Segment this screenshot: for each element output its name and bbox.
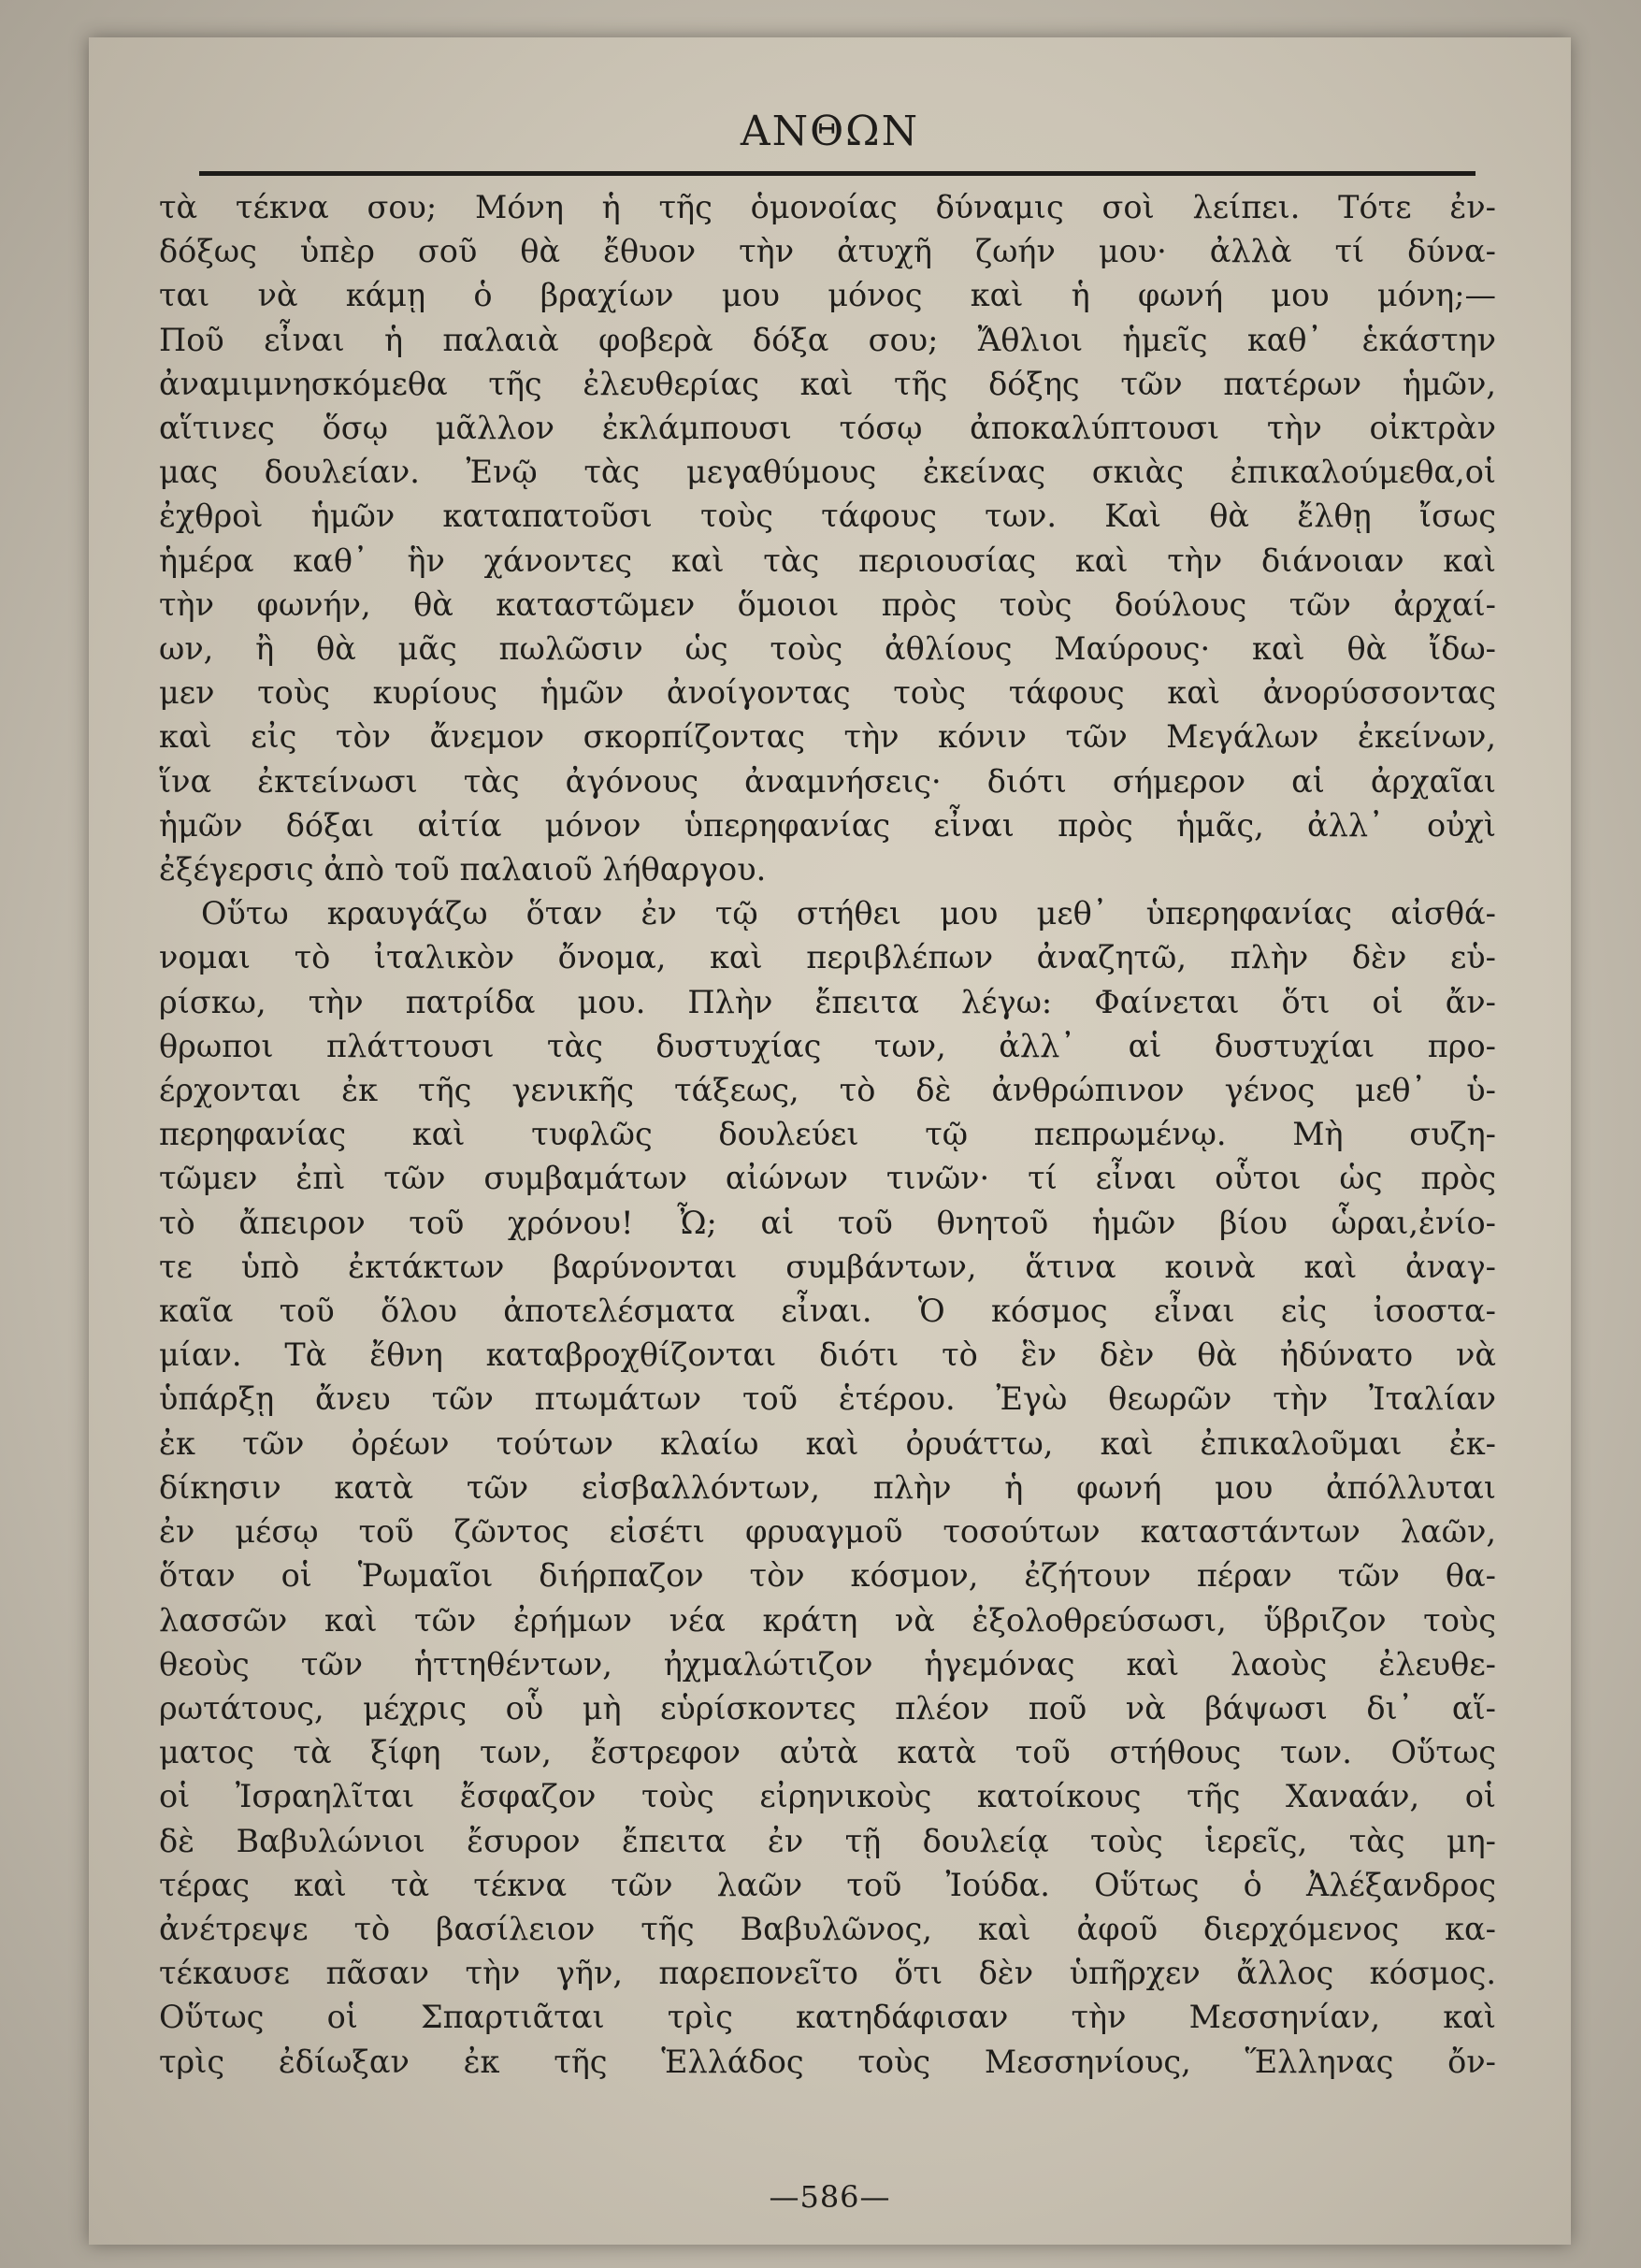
paragraph-2 xyxy=(159,891,1496,2083)
text-line: ἡμέρα καθ᾽ ἣν χάνοντες καὶ τὰς περιουσίας καὶ τὴν διάνοιαν καὶ xyxy=(159,542,1496,579)
text-line: τῶμεν ἐπὶ τῶν συμβαμάτων αἰώνων τινῶν· τί εἶναι οὗτοι ὡς πρὸς xyxy=(159,1160,1496,1197)
text-line: ἡμῶν δόξαι αἰτία μόνον ὑπερηφανίας εἶναι πρὸς ἡμᾶς, ἀλλ᾽ οὐχὶ xyxy=(159,806,1496,844)
text-line: λασσῶν καὶ τῶν ἐρήμων νέα κράτη νὰ ἐξολοθρεύσωσι, ὕβριζον τοὺς xyxy=(159,1601,1496,1639)
text-line: ται νὰ κάμῃ ὁ βραχίων μου μόνος καὶ ἡ φωνή μου μόνη;— xyxy=(159,277,1496,314)
text-line: ἐξέγερσις ἀπὸ τοῦ παλαιοῦ λήθαργου. xyxy=(159,851,767,888)
text-line: ἀνέτρεψε τὸ βασίλειον τῆς Βαβυλῶνος, καὶ ἀφοῦ διερχόμενος κα- xyxy=(159,1910,1496,1947)
text-line: καῖα τοῦ ὅλου ἀποτελέσματα εἶναι. Ὁ κόσμος εἶναι εἰς ἰσοστα- xyxy=(159,1293,1496,1330)
text-line: θεοὺς τῶν ἡττηθέντων, ἠχμαλώτιζον ἡγεμόνας καὶ λαοὺς ἐλευθε- xyxy=(159,1645,1496,1683)
text-line: ὅταν οἱ Ῥωμαῖοι διήρπαζον τὸν κόσμον, ἐζήτουν πέραν τῶν θα- xyxy=(159,1557,1496,1595)
header-rule xyxy=(199,171,1475,176)
text-line: ἵνα ἐκτείνωσι τὰς ἀγόνους ἀναμνήσεις· διότι σήμερον αἱ ἀρχαῖαι xyxy=(159,762,1496,800)
text-line: δόξως ὑπὲρ σοῦ θὰ ἔθυον τὴν ἀτυχῆ ζωήν μου· ἀλλὰ τί δύνα- xyxy=(159,233,1496,270)
text-line: θρωποι πλάττουσι τὰς δυστυχίας των, ἀλλ᾽ αἱ δυστυχίαι προ- xyxy=(159,1027,1496,1064)
text-line: καὶ εἰς τὸν ἄνεμον σκορπίζοντας τὴν κόνιν τῶν Μεγάλων ἐκείνων, xyxy=(159,718,1496,756)
text-line: Ποῦ εἶναι ἡ παλαιὰ φοβερὰ δόξα σου; Ἄθλιοι ἡμεῖς καθ᾽ ἑκάστην xyxy=(159,321,1496,358)
text-line: ρωτάτους, μέχρις οὗ μὴ εὑρίσκοντες πλέον ποῦ νὰ βάψωσι δι᾽ αἵ- xyxy=(159,1689,1496,1726)
text-line: ἐν μέσῳ τοῦ ζῶντος εἰσέτι φρυαγμοῦ τοσούτων καταστάντων λαῶν, xyxy=(159,1513,1496,1551)
text-line: τέρας καὶ τὰ τέκνα τῶν λαῶν τοῦ Ἰούδα. Οὕτως ὁ Ἀλέξανδρος xyxy=(159,1866,1496,1903)
text-line: δίκησιν κατὰ τῶν εἰσβαλλόντων, πλὴν ἡ φωνή μου ἀπόλλυται xyxy=(159,1468,1496,1506)
text-line: Οὕτω κραυγάζω ὅταν ἐν τῷ στήθει μου μεθ᾽ ὑπερηφανίας αἰσθά- xyxy=(201,895,1496,932)
text-line: ων, ἢ θὰ μᾶς πωλῶσιν ὡς τοὺς ἀθλίους Μαύρους· καὶ θὰ ἴδω- xyxy=(159,630,1496,668)
text-line: αἵτινες ὅσῳ μᾶλλον ἐκλάμπουσι τόσῳ ἀποκαλύπτουσι τὴν οἰκτρὰν xyxy=(159,410,1496,447)
text-line: μας δουλείαν. Ἐνῷ τὰς μεγαθύμους ἐκείνας σκιὰς ἐπικαλούμεθα,οἱ xyxy=(159,454,1496,491)
text-line: ρίσκω, τὴν πατρίδα μου. Πλὴν ἔπειτα λέγω: Φαίνεται ὅτι οἱ ἄν- xyxy=(159,983,1496,1020)
text-line: ὑπάρξῃ ἄνευ τῶν πτωμάτων τοῦ ἑτέρου. Ἐγὼ θεωρῶν τὴν Ἰταλίαν xyxy=(159,1380,1496,1418)
text-line: τὰ τέκνα σου; Μόνη ἡ τῆς ὁμονοίας δύναμις σοὶ λείπει. Τότε ἐν- xyxy=(159,189,1496,225)
text-line: ἐκ τῶν ὀρέων τούτων κλαίω καὶ ὀρυάττω, καὶ ἐπικαλοῦμαι ἐκ- xyxy=(159,1424,1496,1462)
book-page xyxy=(89,37,1571,2245)
page-body xyxy=(159,185,1496,2084)
text-line: ἀναμιμνησκόμεθα τῆς ἐλευθερίας καὶ τῆς δόξης τῶν πατέρων ἡμῶν, xyxy=(159,365,1496,402)
text-line: περηφανίας καὶ τυφλῶς δουλεύει τῷ πεπρωμένῳ. Μὴ συζη- xyxy=(159,1116,1496,1153)
text-line: οἱ Ἰσραηλῖται ἔσφαζον τοὺς εἰρηνικοὺς κατοίκους τῆς Χαναάν, οἱ xyxy=(159,1778,1496,1815)
text-line: τρὶς ἐδίωξαν ἐκ τῆς Ἑλλάδος τοὺς Μεσσηνίους, Ἕλληνας ὄν- xyxy=(159,2043,1496,2080)
text-line: έρχονται ἐκ τῆς γενικῆς τάξεως, τὸ δὲ ἀνθρώπινον γένος μεθ᾽ ὑ- xyxy=(159,1072,1496,1109)
text-line: τε ὑπὸ ἐκτάκτων βαρύνονται συμβάντων, ἅτινα κοινὰ καὶ ἀναγ- xyxy=(159,1248,1496,1285)
text-line: τέκαυσε πᾶσαν τὴν γῆν, παρεπονεῖτο ὅτι δὲν ὑπῆρχεν ἄλλος κόσμος. xyxy=(159,1955,1496,1992)
text-line: Οὕτως οἱ Σπαρτιᾶται τρὶς κατηδάφισαν τὴν Μεσσηνίαν, καὶ xyxy=(159,1999,1496,2036)
text-line: ματος τὰ ξίφη των, ἔστρεφον αὐτὰ κατὰ τοῦ στήθους των. Οὕτως xyxy=(159,1734,1496,1771)
paragraph-1 xyxy=(159,185,1496,891)
text-line: δὲ Βαβυλώνιοι ἔσυρον ἔπειτα ἐν τῇ δουλείᾳ τοὺς ἱερεῖς, τὰς μη- xyxy=(159,1822,1496,1859)
text-line: τὴν φωνήν, θὰ καταστῶμεν ὅμοιοι πρὸς τοὺς δούλους τῶν ἀρχαί- xyxy=(159,585,1496,623)
text-line: ἐχθροὶ ἡμῶν καταπατοῦσι τοὺς τάφους των. Καὶ θὰ ἔλθῃ ἴσως xyxy=(159,498,1496,535)
text-line: μεν τοὺς κυρίους ἡμῶν ἀνοίγοντας τοὺς τάφους καὶ ἀνορύσσοντας xyxy=(159,674,1496,712)
page-number: —586— xyxy=(769,2179,891,2215)
running-header: ΑΝΘΩΝ xyxy=(740,108,920,155)
text-line: νομαι τὸ ἰταλικὸν ὄνομα, καὶ περιβλέπων ἀναζητῶ, πλὴν δὲν εὑ- xyxy=(159,939,1496,976)
text-line: μίαν. Τὰ ἔθνη καταβροχθίζονται διότι τὸ ἓν δὲν θὰ ἠδύνατο νὰ xyxy=(159,1336,1496,1374)
text-line: τὸ ἄπειρον τοῦ χρόνου! Ὦ; αἱ τοῦ θνητοῦ ἡμῶν βίου ὧραι,ἐνίο- xyxy=(159,1204,1496,1241)
